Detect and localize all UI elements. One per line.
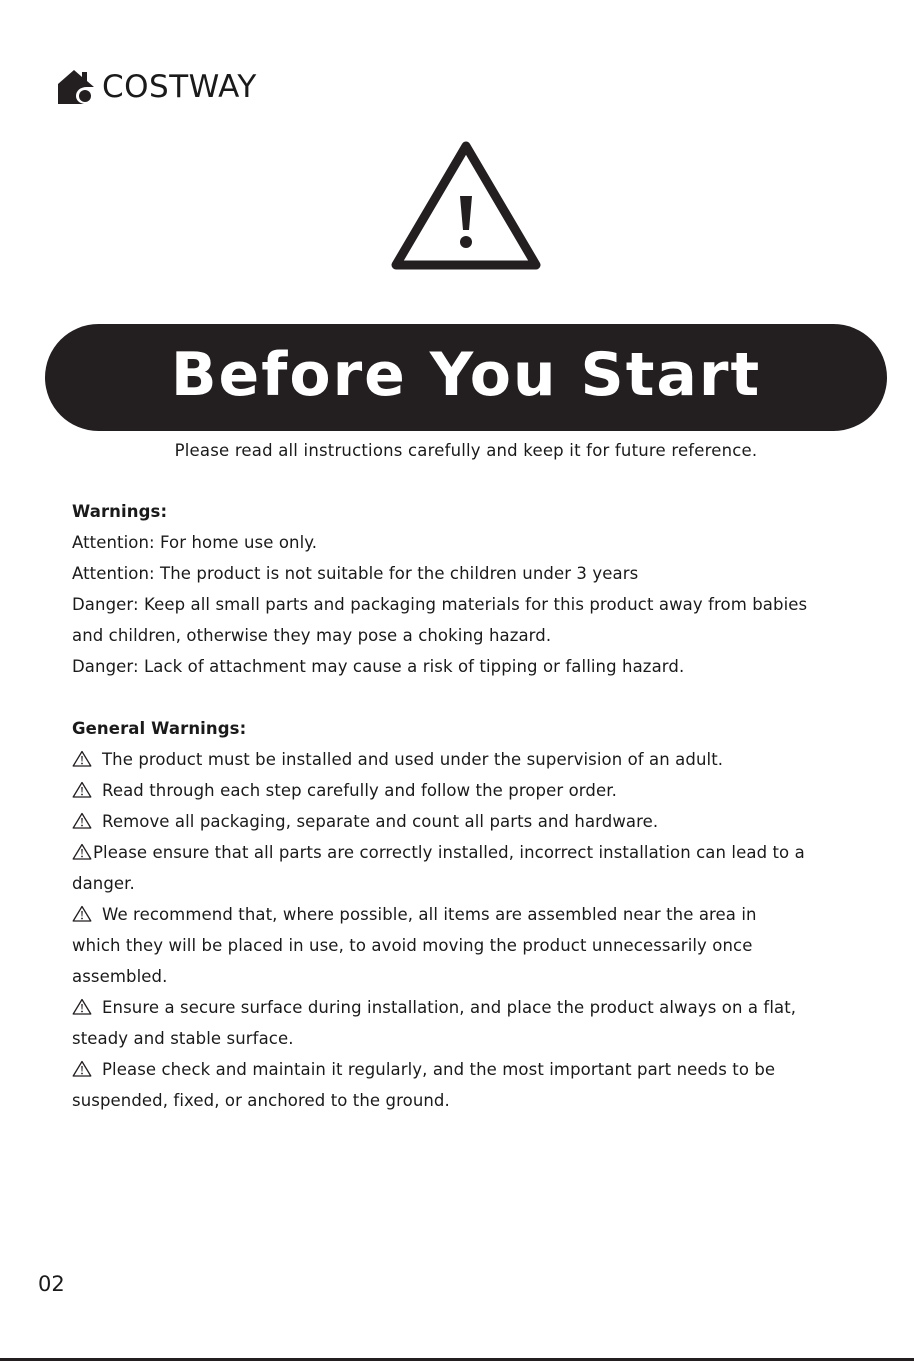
general-warning-item	[72, 899, 872, 930]
brand-logo	[54, 64, 257, 108]
title-banner	[45, 324, 887, 431]
general-warning-text: Read through each step carefully and follow the proper order.	[102, 781, 617, 800]
warning-line: Attention: The product is not suitable for the children under 3 years	[72, 564, 639, 583]
small-warning-icon	[72, 905, 92, 922]
general-warning-item	[72, 775, 872, 806]
general-warning-text: Ensure a secure surface during installation, and place the product always on a flat,	[102, 998, 797, 1017]
general-warning-item	[72, 992, 872, 1023]
instructions-content	[72, 496, 872, 1116]
warning-line: Danger: Keep all small parts and packaging materials for this product away from babies	[72, 595, 808, 614]
general-warning-item	[72, 806, 872, 837]
general-warning-text: We recommend that, where possible, all items are assembled near the area in	[102, 905, 757, 924]
warning-line: Attention: For home use only.	[72, 533, 318, 552]
page-title: Before You Start	[170, 339, 762, 410]
small-warning-icon	[72, 1060, 92, 1077]
house-logo-icon	[54, 66, 98, 106]
warning-line: Danger: Lack of attachment may cause a risk of tipping or falling hazard.	[72, 657, 685, 676]
small-warning-icon	[72, 812, 92, 829]
general-warning-text: Please check and maintain it regularly, and the most important part needs to be	[102, 1060, 776, 1079]
warnings-heading: Warnings:	[72, 502, 168, 521]
general-warning-item	[72, 1054, 872, 1085]
general-warning-continuation: assembled.	[72, 967, 168, 986]
general-warning-continuation: which they will be placed in use, to avoid moving the product unnecessarily once	[72, 936, 753, 955]
general-warning-continuation: steady and stable surface.	[72, 1029, 294, 1048]
section-spacer	[72, 682, 872, 713]
general-warning-continuation: danger.	[72, 874, 135, 893]
general-warnings-heading: General Warnings:	[72, 719, 247, 738]
general-warning-continuation: suspended, fixed, or anchored to the ground.	[72, 1091, 450, 1110]
bottom-divider	[0, 1358, 914, 1361]
brand-name: COSTWAY	[102, 68, 257, 105]
subtitle: Please read all instructions carefully and keep it for future reference.	[174, 441, 758, 460]
general-warning-text: The product must be installed and used under the supervision of an adult.	[102, 750, 724, 769]
small-warning-icon	[72, 843, 92, 860]
general-warning-text: Remove all packaging, separate and count all parts and hardware.	[102, 812, 659, 831]
general-warning-item	[72, 837, 872, 868]
warning-triangle-icon	[390, 138, 542, 272]
warning-line: and children, otherwise they may pose a choking hazard.	[72, 626, 552, 645]
small-warning-icon	[72, 998, 92, 1015]
general-warning-text: Please ensure that all parts are correctly installed, incorrect installation can lead to a	[93, 843, 805, 862]
page-number: 02	[38, 1272, 65, 1296]
small-warning-icon	[72, 781, 92, 798]
small-warning-icon	[72, 750, 92, 767]
general-warning-item	[72, 744, 872, 775]
